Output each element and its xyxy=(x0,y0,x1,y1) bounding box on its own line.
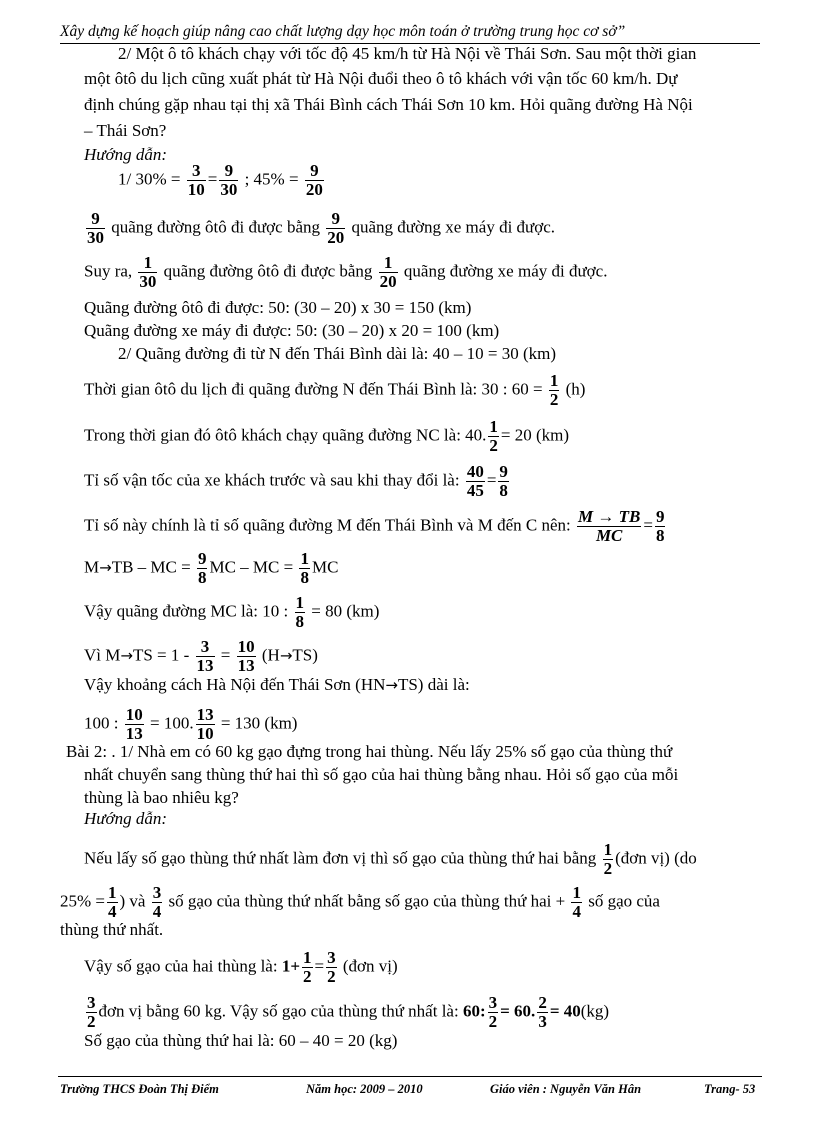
footer-year: Năm học: 2009 – 2010 xyxy=(306,1082,423,1096)
footer-school: Trường THCS Đoàn Thị Điểm xyxy=(60,1082,219,1096)
fraction: $\frac{M \to TB}{MC}$ xyxy=(578,507,641,545)
bai2-guide-line-2: 25% = $\frac{1}{4}$ ) và $\frac{3}{4}$ số gạo của thùng thứ nhất bằng số gạo của thùng thứ hai + $\frac{1}{4}$ số gạo của xyxy=(60,883,660,921)
bai2-line-3: thùng là bao nhiêu kg? xyxy=(84,788,239,807)
fraction: $\frac{9}{8}$ xyxy=(655,507,665,545)
footer-teacher: Giáo viên : Nguyễn Văn Hân xyxy=(490,1082,642,1096)
fraction: $\frac{3}{4}$ xyxy=(152,883,162,921)
fraction: $\frac{1}{2}$ xyxy=(303,948,312,986)
sol2-line-4: Tỉ số vận tốc của xe khách trước và sau khi thay đổi là: $\frac{40}{45}$ = $\frac{9}{8}$ xyxy=(84,462,508,500)
bai2-guide-line-1: Nếu lấy số gạo thùng thứ nhất làm đơn vị thì số gạo của thùng thứ hai bằng $\frac{1}{2}$ (đơn vị) (do xyxy=(84,840,697,878)
sol1-moto-distance: Quãng đường xe máy đi được: 50: (30 – 20) x 20 = 100 (km) xyxy=(84,321,500,340)
guide-heading: Hướng dẫn: xyxy=(84,145,168,164)
sol2-line-5: Tỉ số này chính là tỉ số quãng đường M đến Thái Bình và M đến C nên: $\frac{M \to TB}{MC}$ = $\frac{9}{8}$ xyxy=(84,507,665,545)
fraction: $\frac{3}{13}$ xyxy=(196,637,214,675)
fraction: $\frac{2}{3}$ xyxy=(538,993,547,1031)
fraction: $\frac{1}{2}$ xyxy=(549,371,559,409)
bai2-guide-line-4: Vậy số gạo của hai thùng là: 1+ $\frac{1}{2}$ = $\frac{3}{2}$ (đơn vị) xyxy=(84,948,398,986)
fraction: $\frac{9}{20}$ xyxy=(327,209,345,247)
problem-line-1: 2/ Một ô tô khách chạy với tốc độ 45 km/h từ Hà Nội về Thái Sơn. Sau một thời gian xyxy=(118,44,697,63)
sol2-line-10: 100 : $\frac{10}{13}$ = 100. $\frac{13}{10}$ = 130 (km) xyxy=(84,705,298,743)
fraction: $\frac{1}{4}$ xyxy=(108,883,117,921)
fraction: $\frac{13}{10}$ xyxy=(196,705,214,743)
fraction: $\frac{1}{2}$ xyxy=(603,840,613,878)
fraction: $\frac{3}{2}$ xyxy=(87,993,96,1031)
fraction: $\frac{9}{30}$ xyxy=(87,209,104,247)
bai2-guide-line-3: thùng thứ nhất. xyxy=(60,920,164,939)
problem-line-3: định chúng gặp nhau tại thị xã Thái Bình cách Thái Sơn 10 km. Hỏi quãng đường Hà Nội xyxy=(84,95,693,114)
sol2-line-8: Vì M→TS = 1 - $\frac{3}{13}$ = $\frac{10}{13}$ (H→TS) xyxy=(84,637,318,675)
fraction: $\frac{9}{20}$ xyxy=(305,161,323,199)
problem-line-4: – Thái Sơn? xyxy=(84,121,167,140)
fraction: $\frac{9}{8}$ xyxy=(499,462,508,500)
page-footer xyxy=(58,1076,762,1096)
sol1-percent-line: 1/ 30% = $\frac{3}{10}$ = $\frac{9}{30}$ ; 45% = $\frac{9}{20}$ xyxy=(118,161,323,199)
sol2-line-1: 2/ Quãng đường đi từ N đến Thái Bình dài là: 40 – 10 = 30 (km) xyxy=(118,344,557,363)
fraction: $\frac{1}{20}$ xyxy=(379,253,397,291)
bai2-line-2: nhất chuyển sang thùng thứ hai thì số gạo của hai thùng bằng nhau. Hỏi số gạo của mỗi xyxy=(84,765,679,784)
footer-page-number: Trang- 53 xyxy=(704,1082,756,1096)
page-header: Xây dựng kế hoạch giúp nâng cao chất lượng dạy học môn toán ở trường trung học cơ sở” xyxy=(60,22,760,44)
fraction: $\frac{10}{13}$ xyxy=(237,637,255,675)
fraction: $\frac{40}{45}$ xyxy=(466,462,484,500)
sol2-line-6: M→TB – MC = $\frac{9}{8}$ MC – MC = $\frac{1}{8}$ MC xyxy=(84,549,339,587)
bai2-guide-line-5: $\frac{3}{2}$ đơn vị bằng 60 kg. Vậy số gạo của thùng thứ nhất là: 60: $\frac{3}{2}$ = 60. $\frac{2}{3}$ = 40(kg) xyxy=(87,993,610,1031)
sol2-line-2: Thời gian ôtô du lịch đi quãng đường N đến Thái Bình là: 30 : 60 = $\frac{1}{2}$ (h) xyxy=(84,371,586,409)
fraction: $\frac{3}{2}$ xyxy=(488,993,498,1031)
sol2-line-7: Vậy quãng đường MC là: 10 : $\frac{1}{8}$ = 80 (km) xyxy=(84,593,380,631)
fraction: $\frac{9}{8}$ xyxy=(197,549,207,587)
fraction: $\frac{10}{13}$ xyxy=(125,705,143,743)
problem-line-2: một ôtô du lịch cũng xuất phát từ Hà Nội đuổi theo ô tô khách với vận tốc 60 km/h. Dự xyxy=(84,69,678,88)
fraction: $\frac{1}{8}$ xyxy=(300,549,309,587)
fraction: $\frac{9}{30}$ xyxy=(220,161,238,199)
sol2-line-3: Trong thời gian đó ôtô khách chạy quãng đường NC là: 40. $\frac{1}{2}$ = 20 (km) xyxy=(84,417,570,455)
sol1-ratio-line: $\frac{9}{30}$ quãng đường ôtô đi được bằng $\frac{9}{20}$ quãng đường xe máy đi được. xyxy=(87,209,556,247)
sol1-infer-line: Suy ra, $\frac{1}{30}$ quãng đường ôtô đi được bằng $\frac{1}{20}$ quãng đường xe máy đi được. xyxy=(84,253,608,291)
bai2-guide-heading: Hướng dẫn: xyxy=(84,809,168,828)
fraction: $\frac{1}{30}$ xyxy=(139,253,157,291)
sol1-car-distance: Quãng đường ôtô đi được: 50: (30 – 20) x 30 = 150 (km) xyxy=(84,298,472,317)
bai2-guide-line-6: Số gạo của thùng thứ hai là: 60 – 40 = 20 (kg) xyxy=(84,1031,398,1050)
fraction: $\frac{1}{8}$ xyxy=(295,593,304,631)
fraction: $\frac{1}{4}$ xyxy=(572,883,581,921)
fraction: $\frac{1}{2}$ xyxy=(489,417,498,455)
bai2-line-1: Bài 2: . 1/ Nhà em có 60 kg gạo đựng trong hai thùng. Nếu lấy 25% số gạo của thùng thứ xyxy=(66,742,673,761)
sol2-line-9: Vậy khoảng cách Hà Nội đến Thái Sơn (HN→TS) dài là: xyxy=(84,675,470,694)
fraction: $\frac{3}{10}$ xyxy=(187,161,205,199)
fraction: $\frac{3}{2}$ xyxy=(327,948,336,986)
